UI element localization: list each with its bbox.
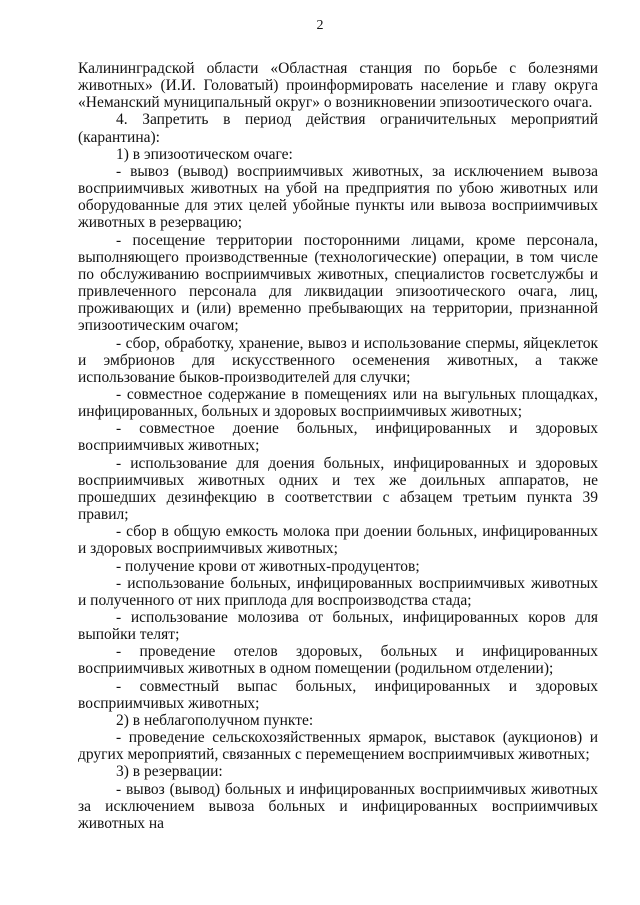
paragraph: - совместное доение больных, инфицированных и здоровых восприимчивых животных; [78, 420, 598, 455]
paragraph: 3) в резервации: [116, 763, 223, 781]
document-body [78, 60, 598, 832]
paragraph: - получение крови от животных-продуцентов; [116, 557, 420, 575]
paragraph: - использование больных, инфицированных восприимчивых животных и полученного от них приплода для воспроизводства стада; [78, 574, 598, 609]
paragraph: - совместное содержание в помещениях или на выгульных площадках, инфицированных, больных и здоровых восприимчивых животных; [78, 385, 598, 421]
paragraph: Калининградской области «Областная станция по борьбе с болезнями животных» (И.И. Головатый) проинформировать население и главу округа «Неманский муниципальный округ» о возникновении эпизоотического очага. [78, 60, 598, 112]
paragraph: - совместный выпас больных, инфицированных и здоровых восприимчивых животных; [78, 677, 598, 712]
paragraph: 4. Запретить в период действия ограничительных мероприятий (карантина): [78, 111, 598, 146]
paragraph: 1) в эпизоотическом очаге: [116, 145, 293, 163]
paragraph: - вывоз (вывод) больных и инфицированных восприимчивых животных за исключением вывоза больных и инфицированных восприимчивых животных на [78, 780, 598, 832]
paragraph: - проведение отелов здоровых, больных и инфицированных восприимчивых животных в одном помещении (родильном отделении); [78, 643, 598, 678]
page-number: 2 [316, 18, 324, 33]
paragraph: - посещение территории посторонними лицами, кроме персонала, выполняющего производственные (технологические) операции, в том числе по обслуживанию восприимчивых животных, специалистов госветслужбы и привлеченного персонала для ликвидации эпизоотического очага, лиц, проживающих и (или) временно пребывающих на территории, признанной эпизоотическим очагом; [78, 231, 598, 335]
paragraph: - вывоз (вывод) восприимчивых животных, за исключением вывоза восприимчивых животных на убой на предприятия по убою животных или оборудованные для этих целей убойные пункты или вывоза восприимчивых животных в резервацию; [78, 162, 598, 232]
paragraph: 2) в неблагополучном пункте: [116, 711, 314, 729]
paragraph: - использование молозива от больных, инфицированных коров для выпойки телят; [78, 609, 598, 644]
paragraph: - сбор, обработку, хранение, вывоз и использование спермы, яйцеклеток и эмбрионов для искусственного осеменения животных, а также использование быков-производителей для случки; [78, 334, 598, 386]
paragraph: - проведение сельскохозяйственных ярмарок, выставок (аукционов) и других мероприятий, связанных с перемещением восприимчивых животных; [78, 729, 598, 764]
paragraph: - использование для доения больных, инфицированных и здоровых восприимчивых животных одних и тех же доильных аппаратов, не прошедших дезинфекцию в соответствии с абзацем третьим пункта 39 правил; [78, 454, 598, 524]
paragraph: - сбор в общую емкость молока при доении больных, инфицированных и здоровых восприимчивых животных; [78, 523, 598, 558]
